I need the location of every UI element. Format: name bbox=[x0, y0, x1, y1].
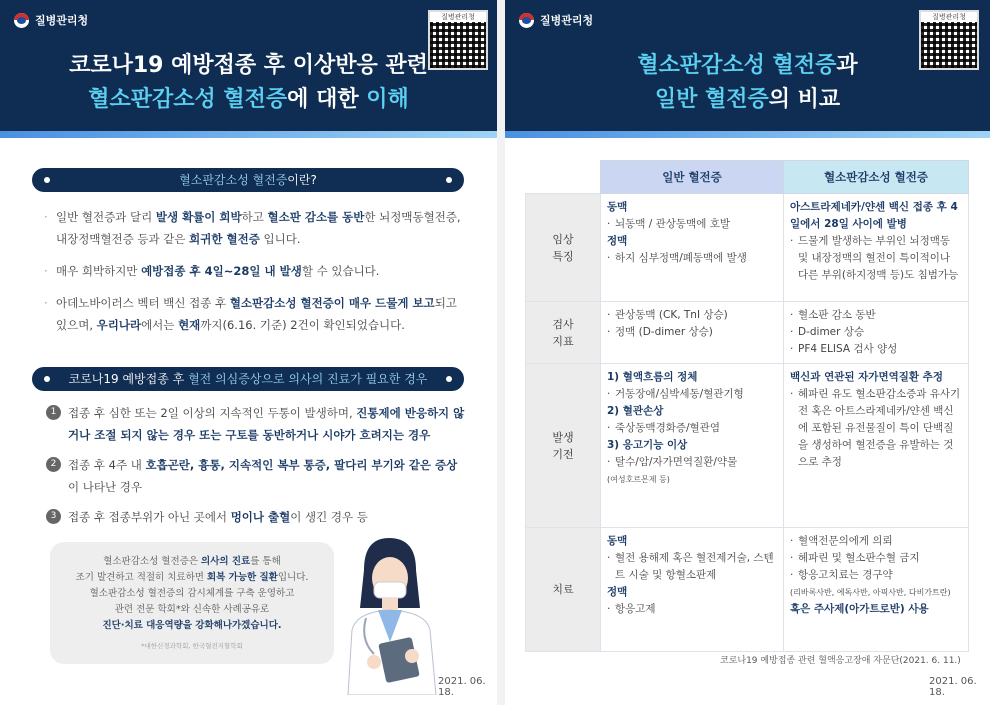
header-tts: 혈소판감소성 혈전증 bbox=[784, 161, 969, 194]
cell-line: · 항응고치료는 경구약 bbox=[790, 567, 962, 584]
dot-icon bbox=[44, 177, 50, 183]
taegeuk-icon bbox=[519, 13, 534, 28]
comparison-table bbox=[525, 160, 969, 652]
taegeuk-icon bbox=[14, 13, 29, 28]
cell-line: · 혈소판 감소 동반 bbox=[790, 307, 962, 324]
left-header bbox=[0, 0, 497, 138]
general-cell bbox=[601, 302, 784, 364]
number-badge: 2 bbox=[46, 457, 61, 472]
number-badge: 1 bbox=[46, 405, 61, 420]
cell-line: (리바록사반, 에독사반, 아픽사반, 다비가트란) bbox=[790, 588, 951, 597]
header-stripe bbox=[505, 131, 990, 138]
dot-icon bbox=[446, 177, 452, 183]
dot-icon bbox=[44, 376, 50, 382]
symptom-list bbox=[46, 402, 466, 536]
header-stripe bbox=[0, 131, 497, 138]
cell-line: · 정맥 (D-dimer 상승) bbox=[607, 324, 777, 341]
symptom-item: 1 접종 후 심한 또는 2일 이상의 지속적인 두통이 발생하며, 진통제에 반응하지 않거나 조절 되지 않는 경우 또는 구토를 동반하거나 시야가 흐려지는 경우 bbox=[46, 402, 466, 446]
cell-line: 1) 혈액흐름의 정체 bbox=[607, 371, 698, 383]
table-row bbox=[526, 302, 969, 364]
section-heading-definition: 혈소판감소성 혈전증이란? bbox=[32, 168, 464, 192]
general-cell bbox=[601, 194, 784, 302]
definition-bullets bbox=[44, 206, 464, 346]
table-corner bbox=[526, 161, 601, 194]
cell-line: · 거동장애/심박세동/혈관기형 bbox=[607, 386, 777, 403]
left-title-line2: 혈소판감소성 혈전증에 대한 이해 bbox=[88, 87, 409, 112]
cell-line: · D-dimer 상승 bbox=[790, 324, 962, 341]
panel-divider bbox=[497, 0, 505, 705]
cell-line: · 헤파린 및 혈소판수혈 금지 bbox=[790, 550, 962, 567]
cell-line: · 탈수/암/자가면역질환/약물 bbox=[607, 454, 777, 471]
cell-line: 아스트라제네카/얀센 백신 접종 후 4일에서 28일 사이에 발병 bbox=[790, 201, 958, 230]
left-title-line1: 코로나19 예방접종 후 이상반응 관련 bbox=[69, 53, 428, 78]
org-name: 질병관리청 bbox=[35, 14, 89, 27]
bullet-item: · 아데노바이러스 벡터 백신 접종 후 혈소판감소성 혈전증이 매우 드물게 보고되고 있으며, 우리나라에서는 현재까지(6.16. 기준) 2건이 확인되었습니다. bbox=[44, 292, 464, 336]
right-title-line1: 혈소판감소성 혈전증과 bbox=[637, 53, 858, 78]
cell-line: (여성호르몬제 등) bbox=[607, 475, 670, 484]
cell-line: · 항응고제 bbox=[607, 601, 777, 618]
table-source: 코로나19 예방접종 관련 혈액응고장애 자문단(2021. 6. 11.) bbox=[720, 656, 961, 666]
cell-line: 혹은 주사제(아가트로반) 사용 bbox=[790, 603, 929, 615]
cell-line: 정맥 bbox=[607, 235, 628, 247]
tts-cell bbox=[784, 302, 969, 364]
cell-line: · PF4 ELISA 검사 양성 bbox=[790, 341, 962, 358]
header-general-thrombosis: 일반 혈전증 bbox=[601, 161, 784, 194]
row-header: 임상 특징 bbox=[526, 194, 601, 302]
bullet-item: · 매우 희박하지만 예방접종 후 4일~28일 내 발생할 수 있습니다. bbox=[44, 260, 464, 282]
cell-line: · 하지 심부정맥/폐동맥에 발생 bbox=[607, 250, 777, 267]
bubble-source: *대한신경과학회, 한국혈전지혈학회 bbox=[141, 642, 243, 650]
table-row bbox=[526, 194, 969, 302]
cell-line: · 혈전 용해제 혹은 혈전제거술, 스텐트 시술 및 항혈소판제 bbox=[607, 550, 777, 584]
cell-line: 동맥 bbox=[607, 535, 628, 547]
cell-line: 정맥 bbox=[607, 586, 628, 598]
right-poster bbox=[505, 0, 990, 705]
doctor-illustration bbox=[334, 530, 444, 695]
cell-line: · 혈액전문의에게 의뢰 bbox=[790, 533, 962, 550]
right-date: 2021. 06. 18. bbox=[929, 676, 977, 698]
dot-icon bbox=[446, 376, 452, 382]
bullet-item: · 일반 혈전증과 달리 발생 확률이 희박하고 혈소판 감소를 동반한 뇌정맥동혈전증, 내장정맥혈전증 등과 같은 희귀한 혈전증 입니다. bbox=[44, 206, 464, 250]
cell-line: 2) 혈관손상 bbox=[607, 405, 664, 417]
left-date: 2021. 06. 18. bbox=[438, 676, 486, 698]
cell-line: · 관상동맥 (CK, TnI 상승) bbox=[607, 307, 777, 324]
symptom-item: 3 접종 후 접종부위가 아닌 곳에서 멍이나 출혈이 생긴 경우 등 bbox=[46, 506, 466, 528]
kdca-logo bbox=[519, 12, 593, 28]
tts-cell bbox=[784, 194, 969, 302]
qr-label: 질병관리청 bbox=[921, 12, 977, 22]
row-header: 발생 기전 bbox=[526, 364, 601, 528]
tts-cell bbox=[784, 528, 969, 652]
kdca-logo bbox=[14, 12, 88, 28]
table-row bbox=[526, 528, 969, 652]
row-header: 치료 bbox=[526, 528, 601, 652]
general-cell bbox=[601, 364, 784, 528]
general-cell bbox=[601, 528, 784, 652]
cell-line: · 헤파린 유도 혈소판감소증과 유사기전 혹은 아트스라제네카/얀센 백신에 포함된 유전물질이 특이 단백질을 생성하여 혈전증을 유발하는 것으로 추정 bbox=[790, 386, 962, 471]
cell-line: · 드물게 발생하는 부위인 뇌정맥동 및 내장정맥의 혈전이 특이적이나 다른 부위(하지정맥 등)도 침범가능 bbox=[790, 233, 962, 284]
right-title-line2: 일반 혈전증의 비교 bbox=[654, 87, 841, 112]
cell-line: 백신과 연관된 자가면역질환 추정 bbox=[790, 371, 943, 383]
cell-line: · 죽상동맥경화증/혈관염 bbox=[607, 420, 777, 437]
symptom-item: 2 접종 후 4주 내 호흡곤란, 흉통, 지속적인 복부 통증, 팔다리 부기와 같은 증상이 나타난 경우 bbox=[46, 454, 466, 498]
qr-label: 질병관리청 bbox=[430, 12, 486, 22]
table-row bbox=[526, 364, 969, 528]
tts-cell bbox=[784, 364, 969, 528]
cell-line: 동맥 bbox=[607, 201, 628, 213]
cell-line: 3) 응고기능 이상 bbox=[607, 439, 688, 451]
row-header: 검사 지표 bbox=[526, 302, 601, 364]
cell-line: · 뇌동맥 / 관상동맥에 호발 bbox=[607, 216, 777, 233]
org-name: 질병관리청 bbox=[540, 14, 594, 27]
section-heading-symptoms: 코로나19 예방접종 후 혈전 의심증상으로 의사의 진료가 필요한 경우 bbox=[32, 367, 464, 391]
speech-bubble: 혈소판감소성 혈전증은 의사의 진료를 통해 조기 발견하고 적절히 치료하면 회복 가능한 질환입니다. 혈소판감소성 혈전증의 감시체계를 구축 운영하고 관련 전문 학회*와 신속한 사례공유로 진단·치료 대응역량을 강화해나가겠습니다. *대한신경과학회, 한국혈전지혈학회 bbox=[50, 542, 334, 664]
right-header bbox=[505, 0, 990, 138]
number-badge: 3 bbox=[46, 509, 61, 524]
